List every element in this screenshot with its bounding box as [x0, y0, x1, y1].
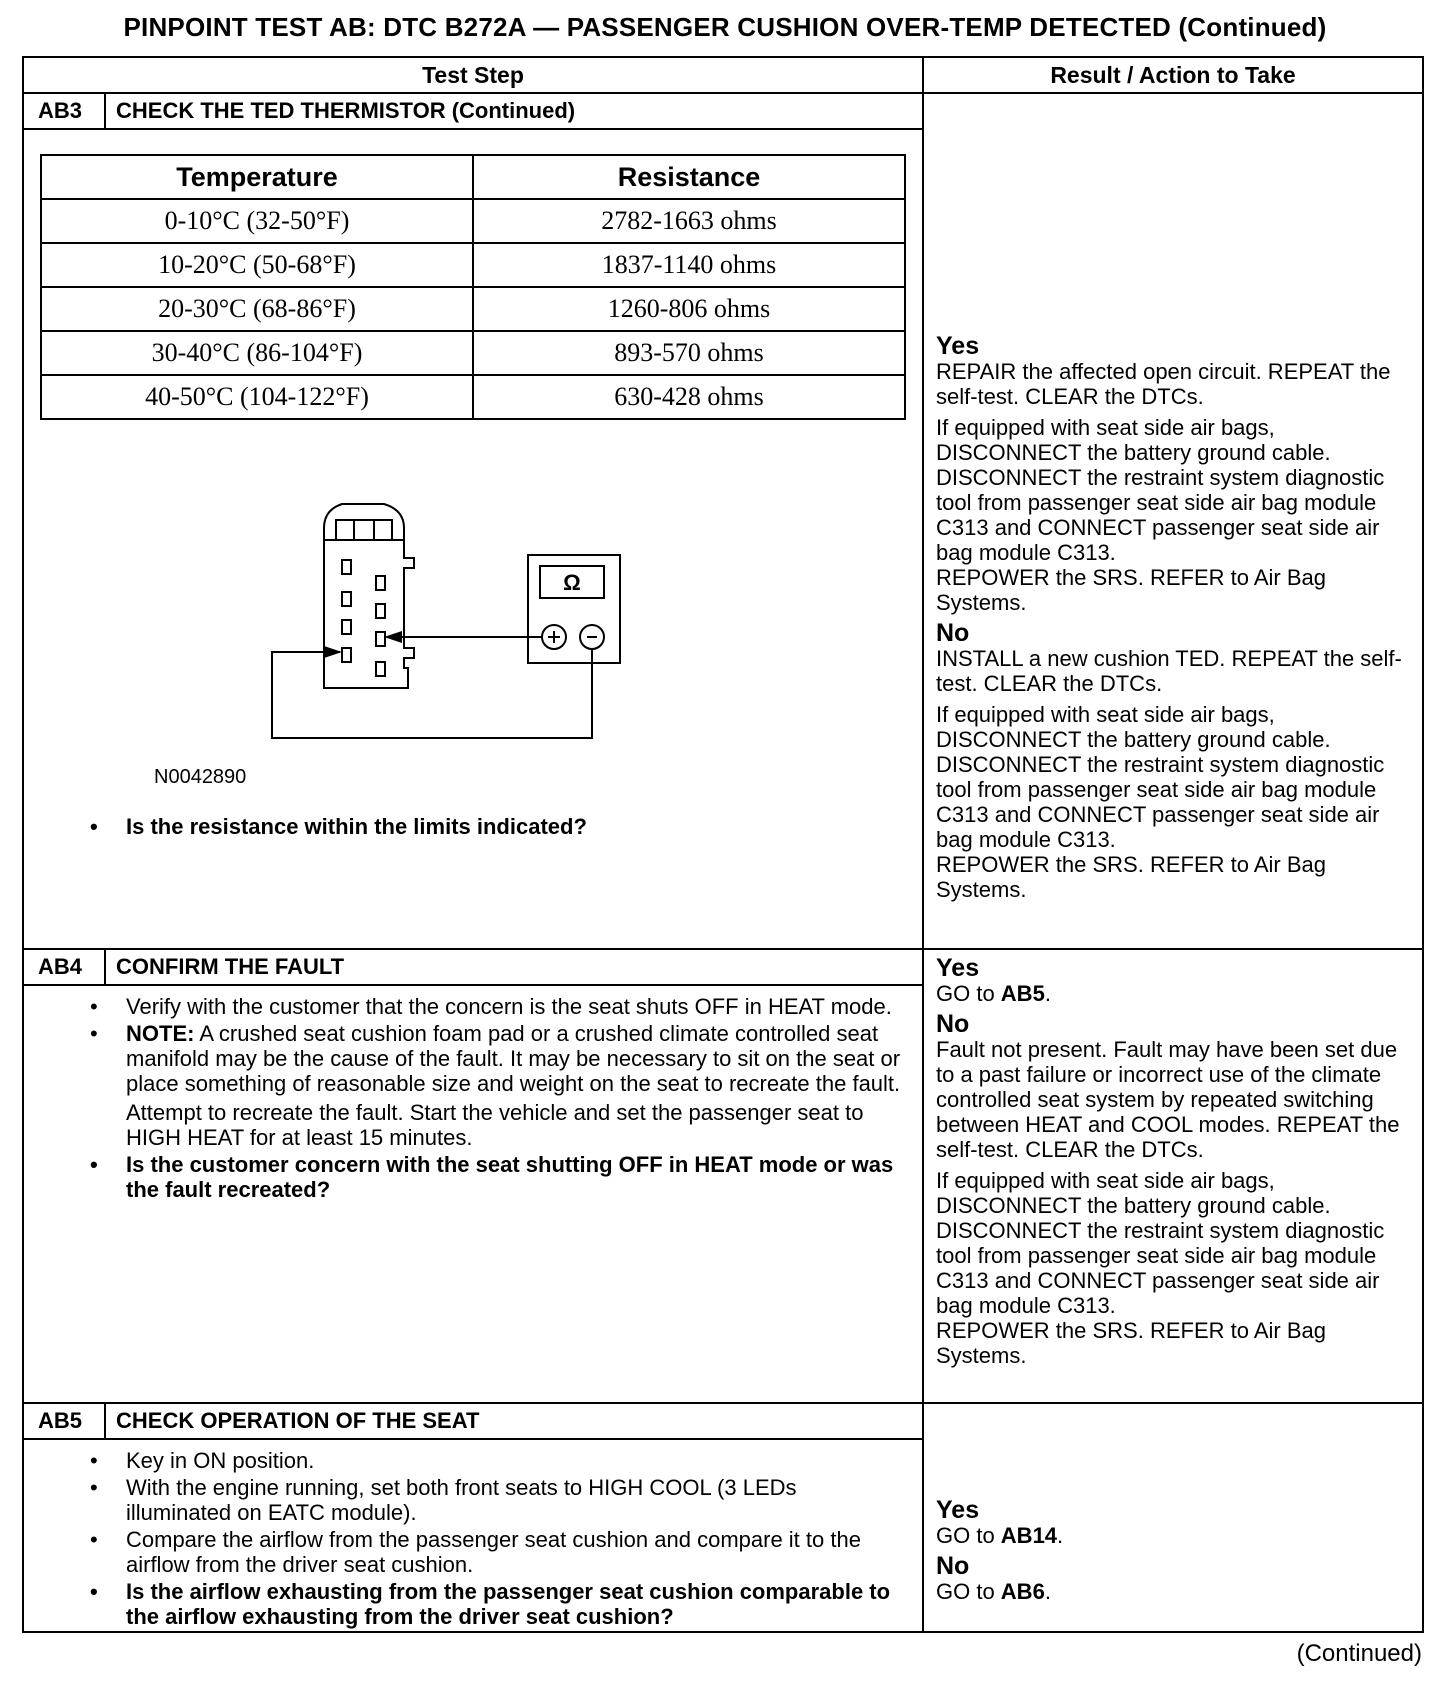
step-id: AB3	[24, 94, 106, 128]
col-header-temperature: Temperature	[41, 155, 473, 199]
note-label: NOTE:	[126, 1021, 195, 1046]
step-question: • Is the customer concern with the seat shutting OFF in HEAT mode or was the fault recreated?	[126, 1152, 902, 1202]
list-item: • With the engine running, set both front seats to HIGH COOL (3 LEDs illuminated on EATC module).	[126, 1475, 902, 1525]
no-label: No	[936, 619, 970, 647]
temp-cell: 20-30°C (68-86°F)	[41, 287, 473, 331]
step-row-ab4	[23, 949, 1423, 1403]
no-label: No	[936, 1552, 970, 1580]
yes-label: Yes	[936, 332, 980, 360]
temp-cell: 30-40°C (86-104°F)	[41, 331, 473, 375]
goto-link-ab6[interactable]: AB6	[1000, 1579, 1045, 1604]
step-title: CHECK OPERATION OF THE SEAT	[116, 1408, 480, 1433]
yes-note-2: REPOWER the SRS. REFER to Air Bag Systems.	[936, 565, 1327, 615]
no-note: If equipped with seat side air bags, DISCONNECT the battery ground cable. DISCONNECT the restraint system diagnostic tool from passenger seat side air bag module C313 and CONNECT passenger seat side air bag module C313.	[936, 1168, 1385, 1318]
table-row	[41, 287, 905, 331]
step-question: • Is the resistance within the limits indicated?	[126, 814, 587, 840]
table-header-row	[23, 57, 1423, 93]
goto-link-ab5[interactable]: AB5	[1000, 981, 1045, 1006]
no-label: No	[936, 1010, 970, 1038]
resistance-cell: 2782-1663 ohms	[473, 199, 905, 243]
pinpoint-test-table	[22, 56, 1424, 1633]
thermistor-table	[40, 154, 906, 420]
page-title: PINPOINT TEST AB: DTC B272A — PASSENGER CUSHION OVER-TEMP DETECTED (Continued)	[123, 12, 1327, 42]
step-question: • Is the airflow exhausting from the passenger seat cushion comparable to the airflow exhausting from the driver seat cushion?	[126, 1579, 902, 1629]
step-instructions	[24, 986, 922, 1202]
step-instructions	[24, 1440, 922, 1629]
result-cell-ab3	[923, 93, 1423, 949]
yes-label: Yes	[936, 1496, 980, 1524]
resistance-cell: 893-570 ohms	[473, 331, 905, 375]
step-row-ab5	[23, 1403, 1423, 1632]
continued-footer: (Continued)	[1296, 1640, 1422, 1667]
goto-link-ab14[interactable]: AB14	[1000, 1523, 1058, 1548]
result-cell-ab5	[923, 1403, 1423, 1632]
step-id: AB5	[24, 1404, 106, 1438]
list-item	[126, 1021, 902, 1096]
temp-cell: 0-10°C (32-50°F)	[41, 199, 473, 243]
yes-action: GO to AB14.	[936, 1523, 1064, 1548]
no-note-2: REPOWER the SRS. REFER to Air Bag Systems.	[936, 852, 1327, 902]
figure-code: N0042890	[154, 766, 247, 788]
yes-action: REPAIR the affected open circuit. REPEAT the self-test. CLEAR the DTCs.	[936, 359, 1391, 409]
col-header-resistance: Resistance	[473, 155, 905, 199]
step-title: CHECK THE TED THERMISTOR (Continued)	[116, 98, 576, 123]
table-row	[41, 331, 905, 375]
step-header	[24, 94, 922, 130]
step-id: AB4	[24, 950, 106, 984]
no-action: Fault not present. Fault may have been set due to a past failure or incorrect use of the climate controlled seat system by repeated switching between HEAT and COOL modes. REPEAT the self-test. CLEAR the DTCs.	[936, 1037, 1400, 1162]
connector-ohmmeter-diagram	[24, 420, 924, 760]
yes-note: If equipped with seat side air bags, DISCONNECT the battery ground cable. DISCONNECT the restraint system diagnostic tool from passenger seat side air bag module C313 and CONNECT passenger seat side air bag module C313.	[936, 415, 1385, 565]
list-item: • Compare the airflow from the passenger seat cushion and compare it to the airflow from the driver seat cushion.	[126, 1527, 902, 1577]
ohmmeter-figure	[24, 420, 922, 840]
list-item: • Key in ON position.	[126, 1448, 902, 1473]
step-header	[24, 1404, 922, 1440]
no-note-2: REPOWER the SRS. REFER to Air Bag Systems.	[936, 1318, 1327, 1368]
resistance-cell: 1837-1140 ohms	[473, 243, 905, 287]
header-result: Result / Action to Take	[923, 57, 1423, 93]
header-test-step: Test Step	[23, 57, 923, 93]
resistance-cell: 1260-806 ohms	[473, 287, 905, 331]
step-title: CONFIRM THE FAULT	[116, 954, 345, 979]
resistance-cell: 630-428 ohms	[473, 375, 905, 419]
step-row-ab3	[23, 93, 1423, 949]
note-text: A crushed seat cushion foam pad or a crushed climate controlled seat manifold may be the cause of the fault. It may be necessary to sit on the seat or place something of reasonable size and weight on the seat to recreate the fault.	[126, 1021, 901, 1096]
yes-label: Yes	[936, 954, 980, 982]
step-header	[24, 950, 922, 986]
table-row	[41, 243, 905, 287]
list-item: Attempt to recreate the fault. Start the vehicle and set the passenger seat to HIGH HEAT for at least 15 minutes.	[126, 1100, 864, 1150]
no-note: If equipped with seat side air bags, DISCONNECT the battery ground cable. DISCONNECT the restraint system diagnostic tool from passenger seat side air bag module C313 and CONNECT passenger seat side air bag module C313.	[936, 702, 1385, 852]
list-item: • Verify with the customer that the concern is the seat shuts OFF in HEAT mode.	[126, 994, 902, 1019]
no-action: INSTALL a new cushion TED. REPEAT the self-test. CLEAR the DTCs.	[936, 646, 1402, 696]
step-cell-ab5	[23, 1403, 923, 1632]
ohm-symbol: Ω	[563, 570, 581, 595]
no-action: GO to AB6.	[936, 1579, 1051, 1604]
step-cell-ab3	[23, 93, 923, 949]
temp-cell: 40-50°C (104-122°F)	[41, 375, 473, 419]
table-row	[41, 199, 905, 243]
step-cell-ab4	[23, 949, 923, 1403]
yes-action: GO to AB5.	[936, 981, 1051, 1006]
result-cell-ab4	[923, 949, 1423, 1403]
table-row	[41, 375, 905, 419]
temp-cell: 10-20°C (50-68°F)	[41, 243, 473, 287]
